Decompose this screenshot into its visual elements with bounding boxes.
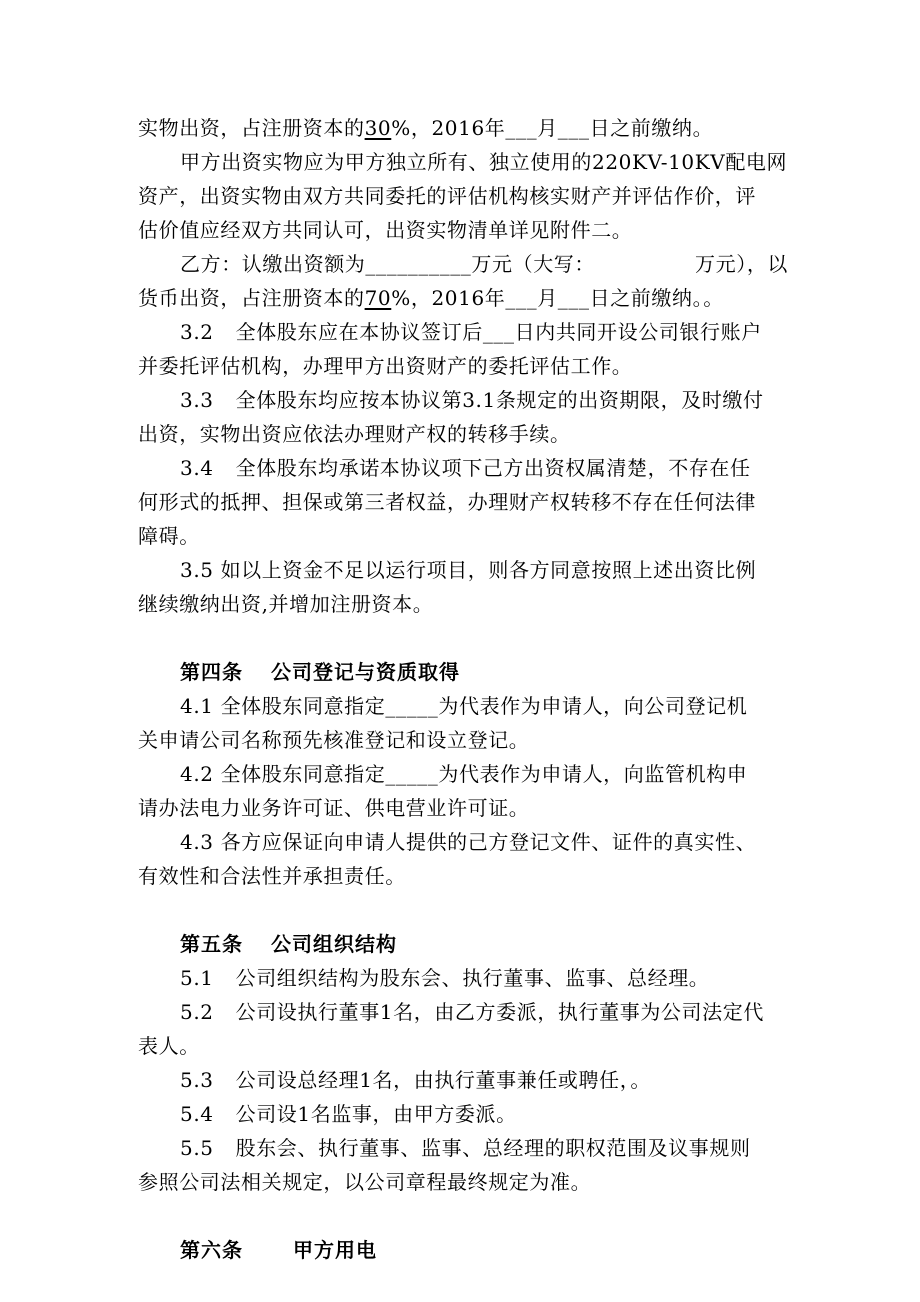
clause-number: 3.3 (180, 388, 214, 412)
section-heading (180, 1238, 840, 1262)
text: %，2016年 (391, 116, 506, 140)
paragraph-line (180, 1102, 840, 1126)
heading-number: 第六条 (180, 1238, 243, 1262)
blank-field: ___ (557, 116, 590, 140)
text: 万元），以 (695, 252, 789, 276)
text: 公司组织结构为股东会、执行董事、监事、总经理。 (235, 966, 710, 990)
paragraph-line: 4.3 各方应保证向申请人提供的己方登记文件、证件的真实性、 (180, 830, 757, 854)
paragraph-line: 资产，出资实物由双方共同委托的评估机构核实财产并评估作价，评 (138, 184, 756, 208)
text: 日之前缴纳。。 (589, 286, 724, 310)
text: 为代表作为申请人，向公司登记机 (438, 694, 748, 718)
heading-number: 第四条 (180, 660, 243, 684)
text: 日之前缴纳。 (589, 116, 714, 140)
text: 月 (537, 116, 558, 140)
text: 全体股东应在本协议签订后 (235, 320, 483, 344)
paragraph-line: 出资，实物出资应依法办理财产权的转移手续。 (138, 422, 571, 446)
clause-number: 3.2 (180, 320, 214, 344)
clause-number: 5.3 (180, 1068, 214, 1092)
clause-number: 5.5 (180, 1136, 214, 1160)
paragraph-line: 关申请公司名称预先核准登记和设立登记。 (138, 728, 530, 752)
paragraph-line (180, 252, 840, 276)
section-heading (180, 660, 840, 684)
blank-field: ___ (505, 116, 538, 140)
clause-number: 5.1 (180, 966, 214, 990)
clause-number: 5.2 (180, 1000, 214, 1024)
paragraph-line: 继续缴纳出资,并增加注册资本。 (138, 592, 434, 616)
blank-field: _____ (385, 762, 439, 786)
paragraph-line: 障碍。 (138, 524, 200, 548)
text: 月 (537, 286, 558, 310)
underlined-value: 30 (364, 116, 392, 140)
paragraph-line (180, 456, 840, 480)
paragraph-line: 参照公司法相关规定，以公司章程最终规定为准。 (138, 1170, 592, 1194)
blank-field: ___ (557, 286, 590, 310)
text: 万元（大写： (471, 252, 596, 276)
heading-text: 甲方用电 (293, 1238, 377, 1262)
paragraph-line: 3.5 如以上资金不足以运行项目，则各方同意按照上述出资比例 (180, 558, 757, 582)
text: 公司设总经理1名，由执行董事兼任或聘任，。 (235, 1068, 651, 1092)
paragraph-line: 何形式的抵押、担保或第三者权益，办理财产权转移不存在任何法律 (138, 490, 756, 514)
clause-number: 3.4 (180, 456, 214, 480)
paragraph-line: 估价值应经双方共同认可，出资实物清单详见附件二。 (138, 218, 633, 242)
paragraph-line (180, 1068, 840, 1092)
blank-field: ___ (505, 286, 538, 310)
text: 日内共同开设公司银行账户 (514, 320, 762, 344)
clause-number: 5.4 (180, 1102, 214, 1126)
text: 股东会、执行董事、监事、总经理的职权范围及议事规则 (235, 1136, 751, 1160)
text: %，2016年 (391, 286, 506, 310)
text: 全体股东均应按本协议第3.1条规定的出资期限，及时缴付 (235, 388, 764, 412)
heading-text: 公司登记与资质取得 (271, 660, 460, 684)
paragraph-line (138, 286, 798, 310)
text: 乙方：认缴出资额为 (180, 252, 366, 276)
paragraph-line (180, 966, 840, 990)
underlined-value: 70 (364, 286, 392, 310)
paragraph-line: 请办法电力业务许可证、供电营业许可证。 (138, 796, 530, 820)
paragraph-line (180, 320, 840, 344)
heading-text: 公司组织结构 (271, 932, 397, 956)
section-heading (180, 932, 840, 956)
paragraph-line: 表人。 (138, 1034, 200, 1058)
text: 货币出资，占注册资本的 (138, 286, 365, 310)
paragraph-line (138, 116, 798, 140)
paragraph-line: 并委托评估机构，办理甲方出资财产的委托评估工作。 (138, 354, 633, 378)
paragraph-line: 甲方出资实物应为甲方独立所有、独立使用的220KV-10KV配电网 (180, 150, 788, 174)
blank-field: ___ (482, 320, 515, 344)
paragraph-line (180, 762, 840, 786)
paragraph-line (180, 694, 840, 718)
blank-field: __________ (365, 252, 472, 276)
text: 公司设1名监事，由甲方委派。 (235, 1102, 517, 1126)
text: 实物出资，占注册资本的 (138, 116, 365, 140)
text: 公司设执行董事1名，由乙方委派，执行董事为公司法定代 (235, 1000, 764, 1024)
heading-number: 第五条 (180, 932, 243, 956)
paragraph-line (180, 1136, 840, 1160)
text: 全体股东均承诺本协议项下己方出资权属清楚，不存在任 (235, 456, 751, 480)
paragraph-line (180, 1000, 840, 1024)
text: 4.1 全体股东同意指定 (180, 694, 386, 718)
paragraph-line: 有效性和合法性并承担责任。 (138, 864, 406, 888)
text: 为代表作为申请人，向监管机构申 (438, 762, 748, 786)
text: 4.2 全体股东同意指定 (180, 762, 386, 786)
paragraph-line (180, 388, 840, 412)
blank-field: _____ (385, 694, 439, 718)
